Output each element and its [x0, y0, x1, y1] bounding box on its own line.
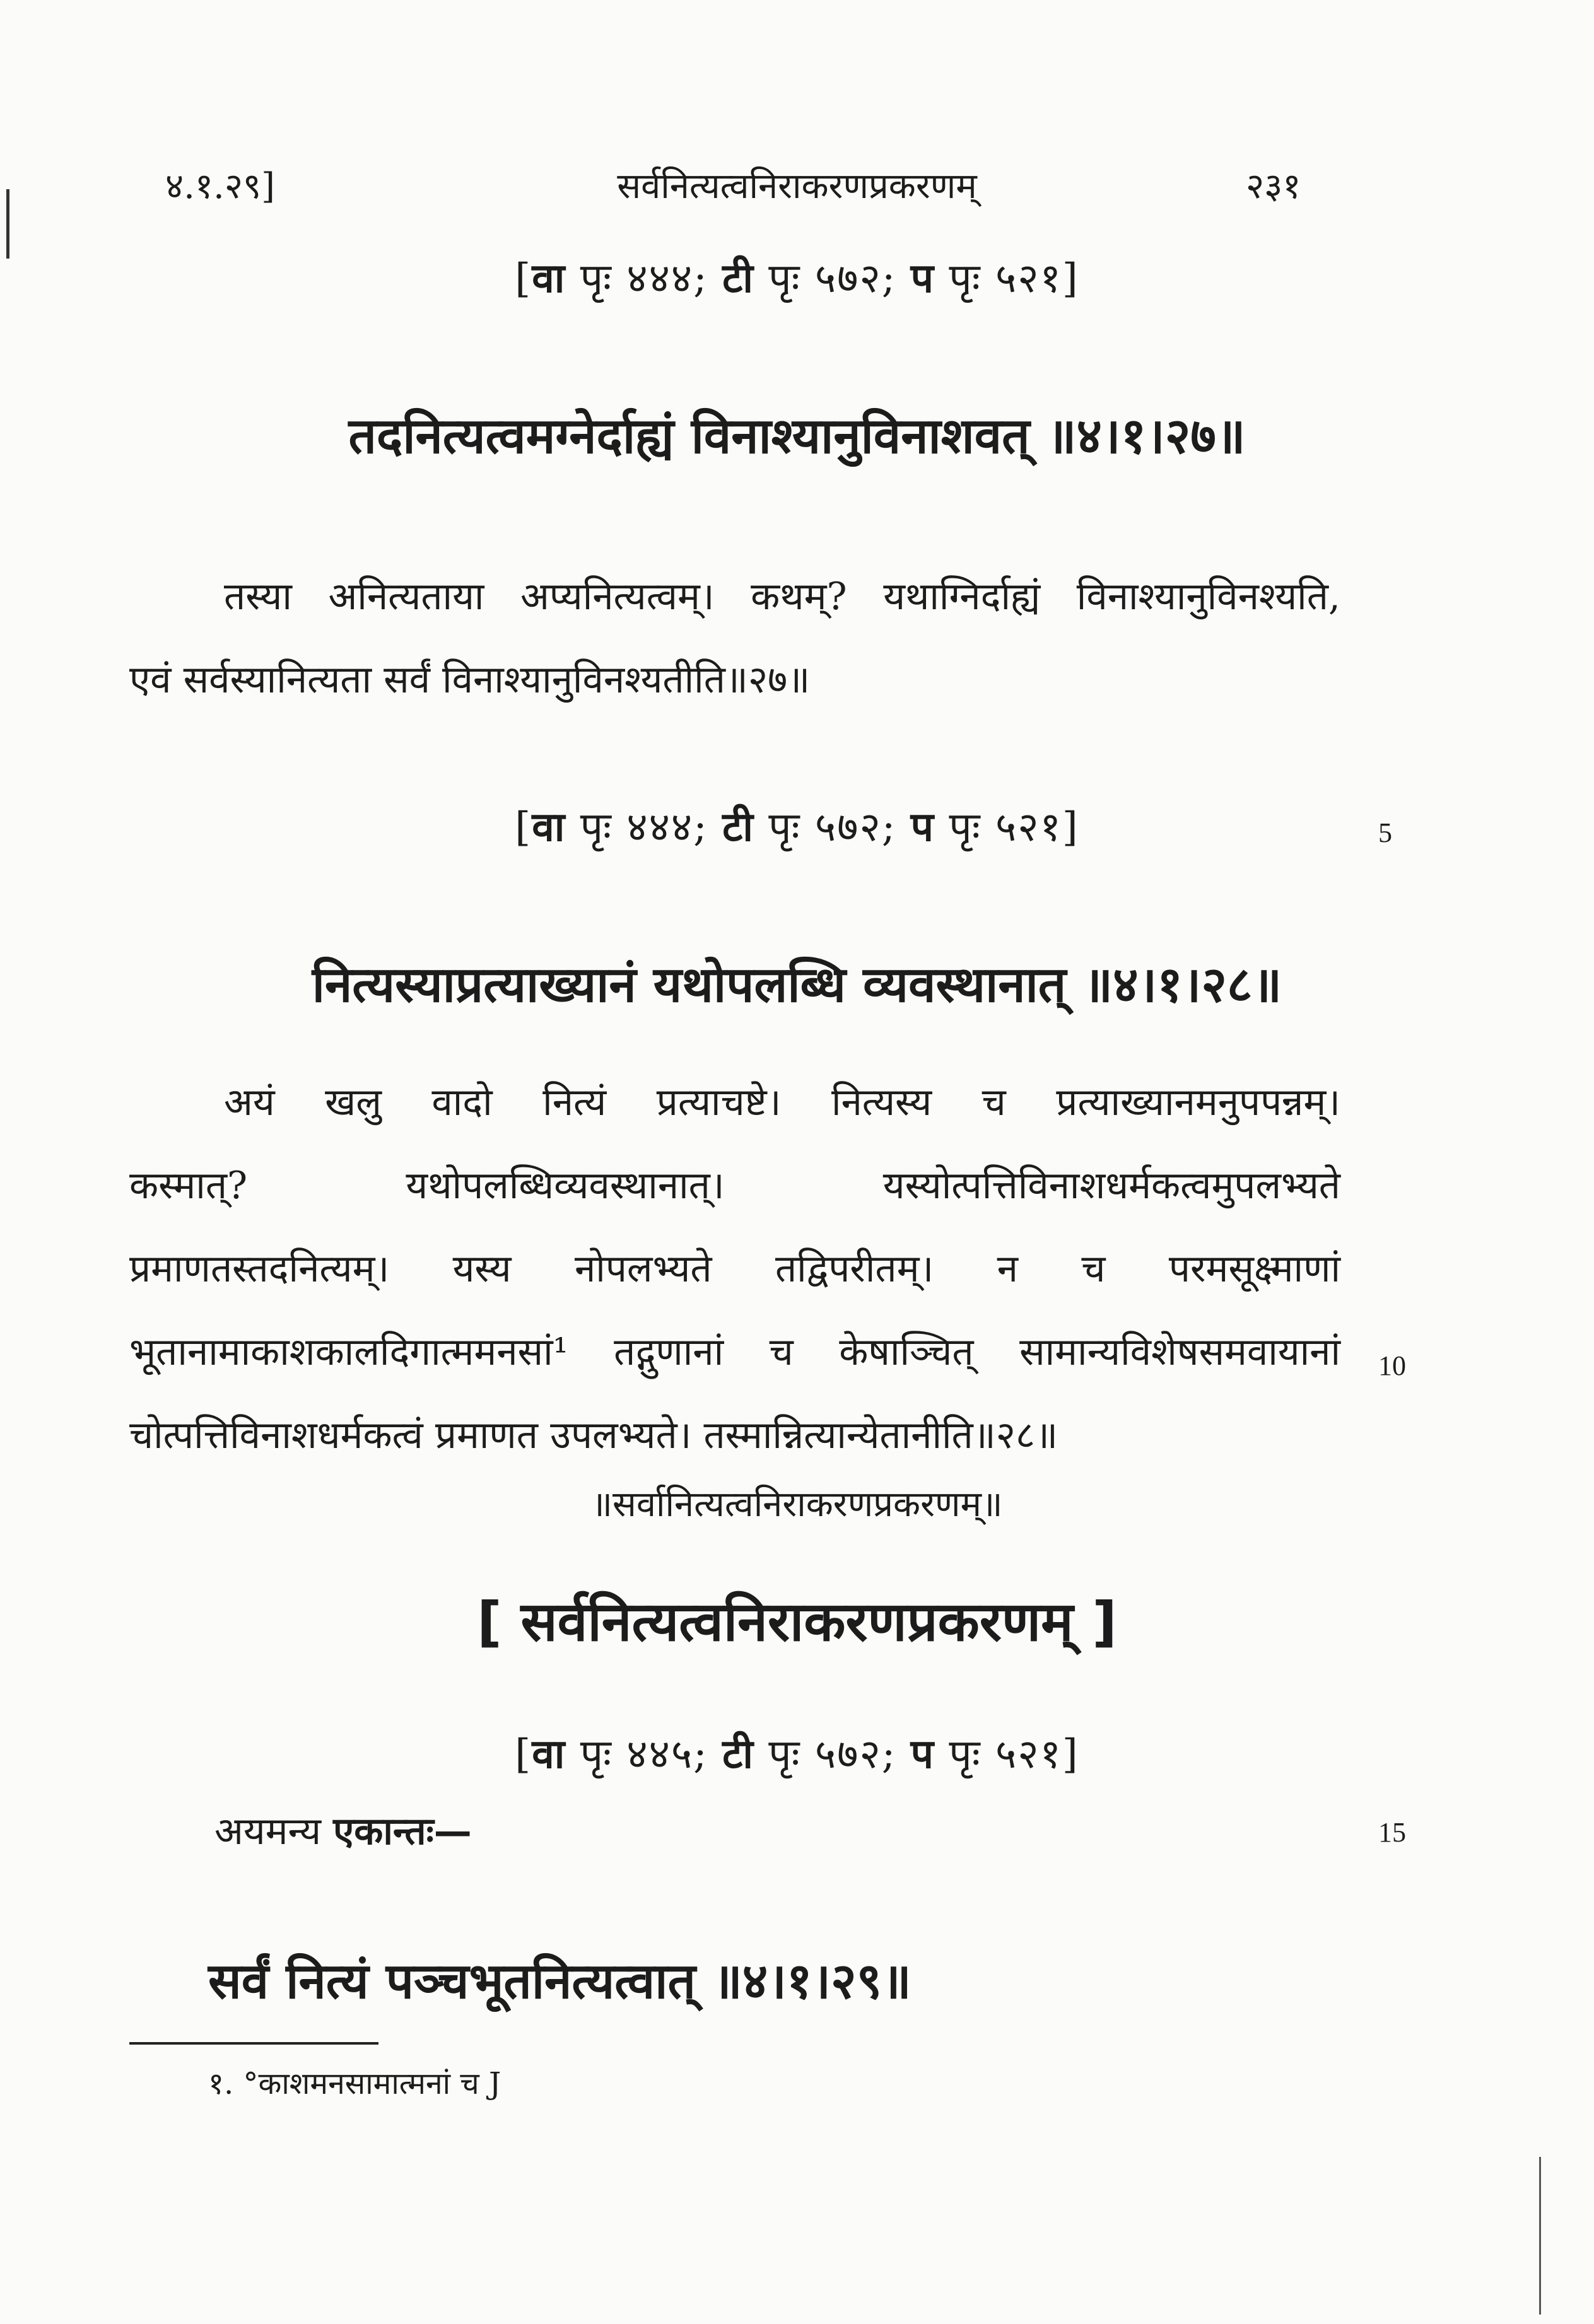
- running-title: सर्वनित्यत्वनिराकरणप्रकरणम्: [617, 166, 977, 207]
- scan-edge-mark: [1539, 2157, 1541, 2315]
- intro-line: अयमन्य एकान्तः—: [214, 1809, 472, 1854]
- source-reference-1: [वा पृः ४४४; टी पृः ५७२; प पृः ५२१]: [515, 255, 1079, 302]
- footnote: १. °काशमनसामात्मनां च J: [208, 2066, 501, 2101]
- commentary-28: [129, 1061, 1340, 1477]
- commentary-28-line: अयं खलु वादो नित्यं प्रत्याचष्टे। नित्यस्य च प्रत्याख्यानमनुपपन्नम्।: [224, 1080, 1340, 1124]
- page-number: २३१: [1246, 166, 1301, 207]
- header-section-ref: ४.१.२९]: [165, 166, 275, 207]
- commentary-28-line: प्रमाणतस्तदनित्यम्। यस्य नोपलभ्यते तद्विपरीतम्। न च परमसूक्ष्माणां: [129, 1247, 1340, 1291]
- sutra-29: सर्वं नित्यं पञ्चभूतनित्यत्वात् ॥४।१।२९॥: [208, 1953, 911, 2010]
- sutra-27: तदनित्यत्वमग्नेर्दाह्यं विनाश्यानुविनाशवत् ॥४।१।२७॥: [348, 408, 1246, 465]
- margin-line-number: 15: [1378, 1817, 1406, 1848]
- sutra-28: नित्यस्याप्रत्याख्यानं यथोपलब्धि व्यवस्थानात् ॥४।१।२८॥: [312, 957, 1282, 1013]
- margin-line-number: 10: [1378, 1350, 1406, 1381]
- source-reference-2: [वा पृः ४४४; टी पृः ५७२; प पृः ५२१]: [515, 804, 1079, 851]
- commentary-28-line: चोत्पत्तिविनाशधर्मकत्वं प्रमाणत उपलभ्यते। तस्मान्नित्यान्येतानीति॥२८॥: [129, 1413, 1058, 1457]
- commentary-28-line: भूतानामाकाशकालदिगात्ममनसां¹ तद्गुणानां च केषाञ्चित् सामान्यविशेषसमवायानां: [129, 1330, 1340, 1374]
- section-closing: ॥सर्वानित्यत्वनिराकरणप्रकरणम्॥: [591, 1484, 1003, 1525]
- commentary-27: [129, 555, 1340, 721]
- section-title: [ सर्वनित्यत्वनिराकरणप्रकरणम् ]: [477, 1591, 1117, 1654]
- commentary-27-line: तस्या अनित्यताया अप्यनित्यत्वम्। कथम्? यथाग्निर्दाह्यं विनाश्यानुविनश्यति,: [224, 575, 1340, 619]
- margin-line-number: 5: [1378, 817, 1392, 848]
- scan-edge-mark: [6, 189, 9, 259]
- commentary-27-line: एवं सर्वस्यानित्यता सर्वं विनाश्यानुविनश्यतीति॥२७॥: [129, 658, 811, 702]
- footnote-rule: [129, 2042, 378, 2045]
- commentary-28-line: कस्मात्? यथोपलब्धिव्यवस्थानात्। यस्योत्पत्तिविनाशधर्मकत्वमुपलभ्यते: [129, 1164, 1340, 1208]
- source-reference-3: [वा पृः ४४५; टी पृः ५७२; प पृः ५२१]: [515, 1731, 1079, 1778]
